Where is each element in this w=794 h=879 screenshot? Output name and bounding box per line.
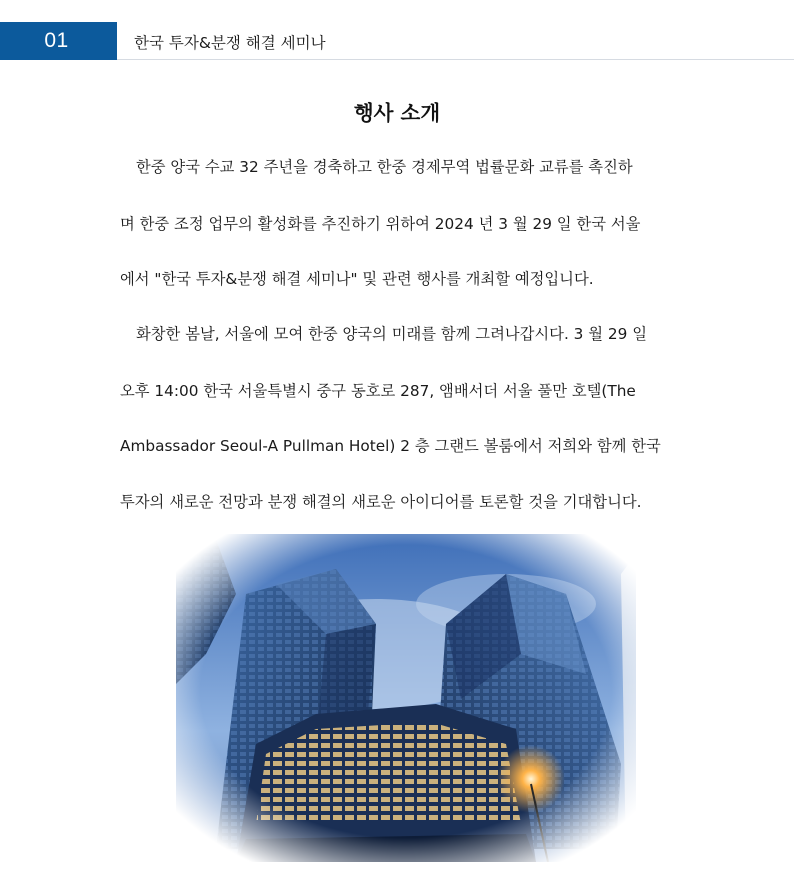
- header-title: 한국 투자&분쟁 해결 세미나: [134, 34, 326, 52]
- section-number-badge: [0, 22, 117, 60]
- paragraph-1-line-1: 한중 양국 수교 32 주년을 경축하고 한중 경제무역 법률문화 교류를 촉진하: [136, 158, 633, 176]
- paragraph-2-line-1: 화창한 봄날, 서울에 모여 한중 양국의 미래를 함께 그려나갑시다. 3 월 29 일: [136, 325, 648, 343]
- skyscraper-photo: [176, 534, 636, 862]
- paragraph-2-line-4: 투자의 새로운 전망과 분쟁 해결의 새로운 아이디어를 토론할 것을 기대합니다.: [120, 493, 642, 511]
- section-title: 행사 소개: [353, 101, 441, 125]
- header-divider: [117, 59, 794, 60]
- paragraph-1-line-2: 며 한중 조정 업무의 활성화를 추진하기 위하여 2024 년 3 월 29 일 한국 서울: [120, 215, 641, 233]
- paragraph-1-line-3: 에서 "한국 투자&분쟁 해결 세미나" 및 관련 행사를 개최할 예정입니다.: [120, 270, 594, 288]
- section-number: 01: [44, 29, 69, 52]
- paragraph-2-line-2: 오후 14:00 한국 서울특별시 중구 동호로 287, 앰배서더 서울 풀만 호텔(The: [120, 382, 636, 400]
- paragraph-2-line-3: Ambassador Seoul-A Pullman Hotel) 2 층 그랜드 볼룸에서 저희와 함께 한국: [120, 437, 661, 455]
